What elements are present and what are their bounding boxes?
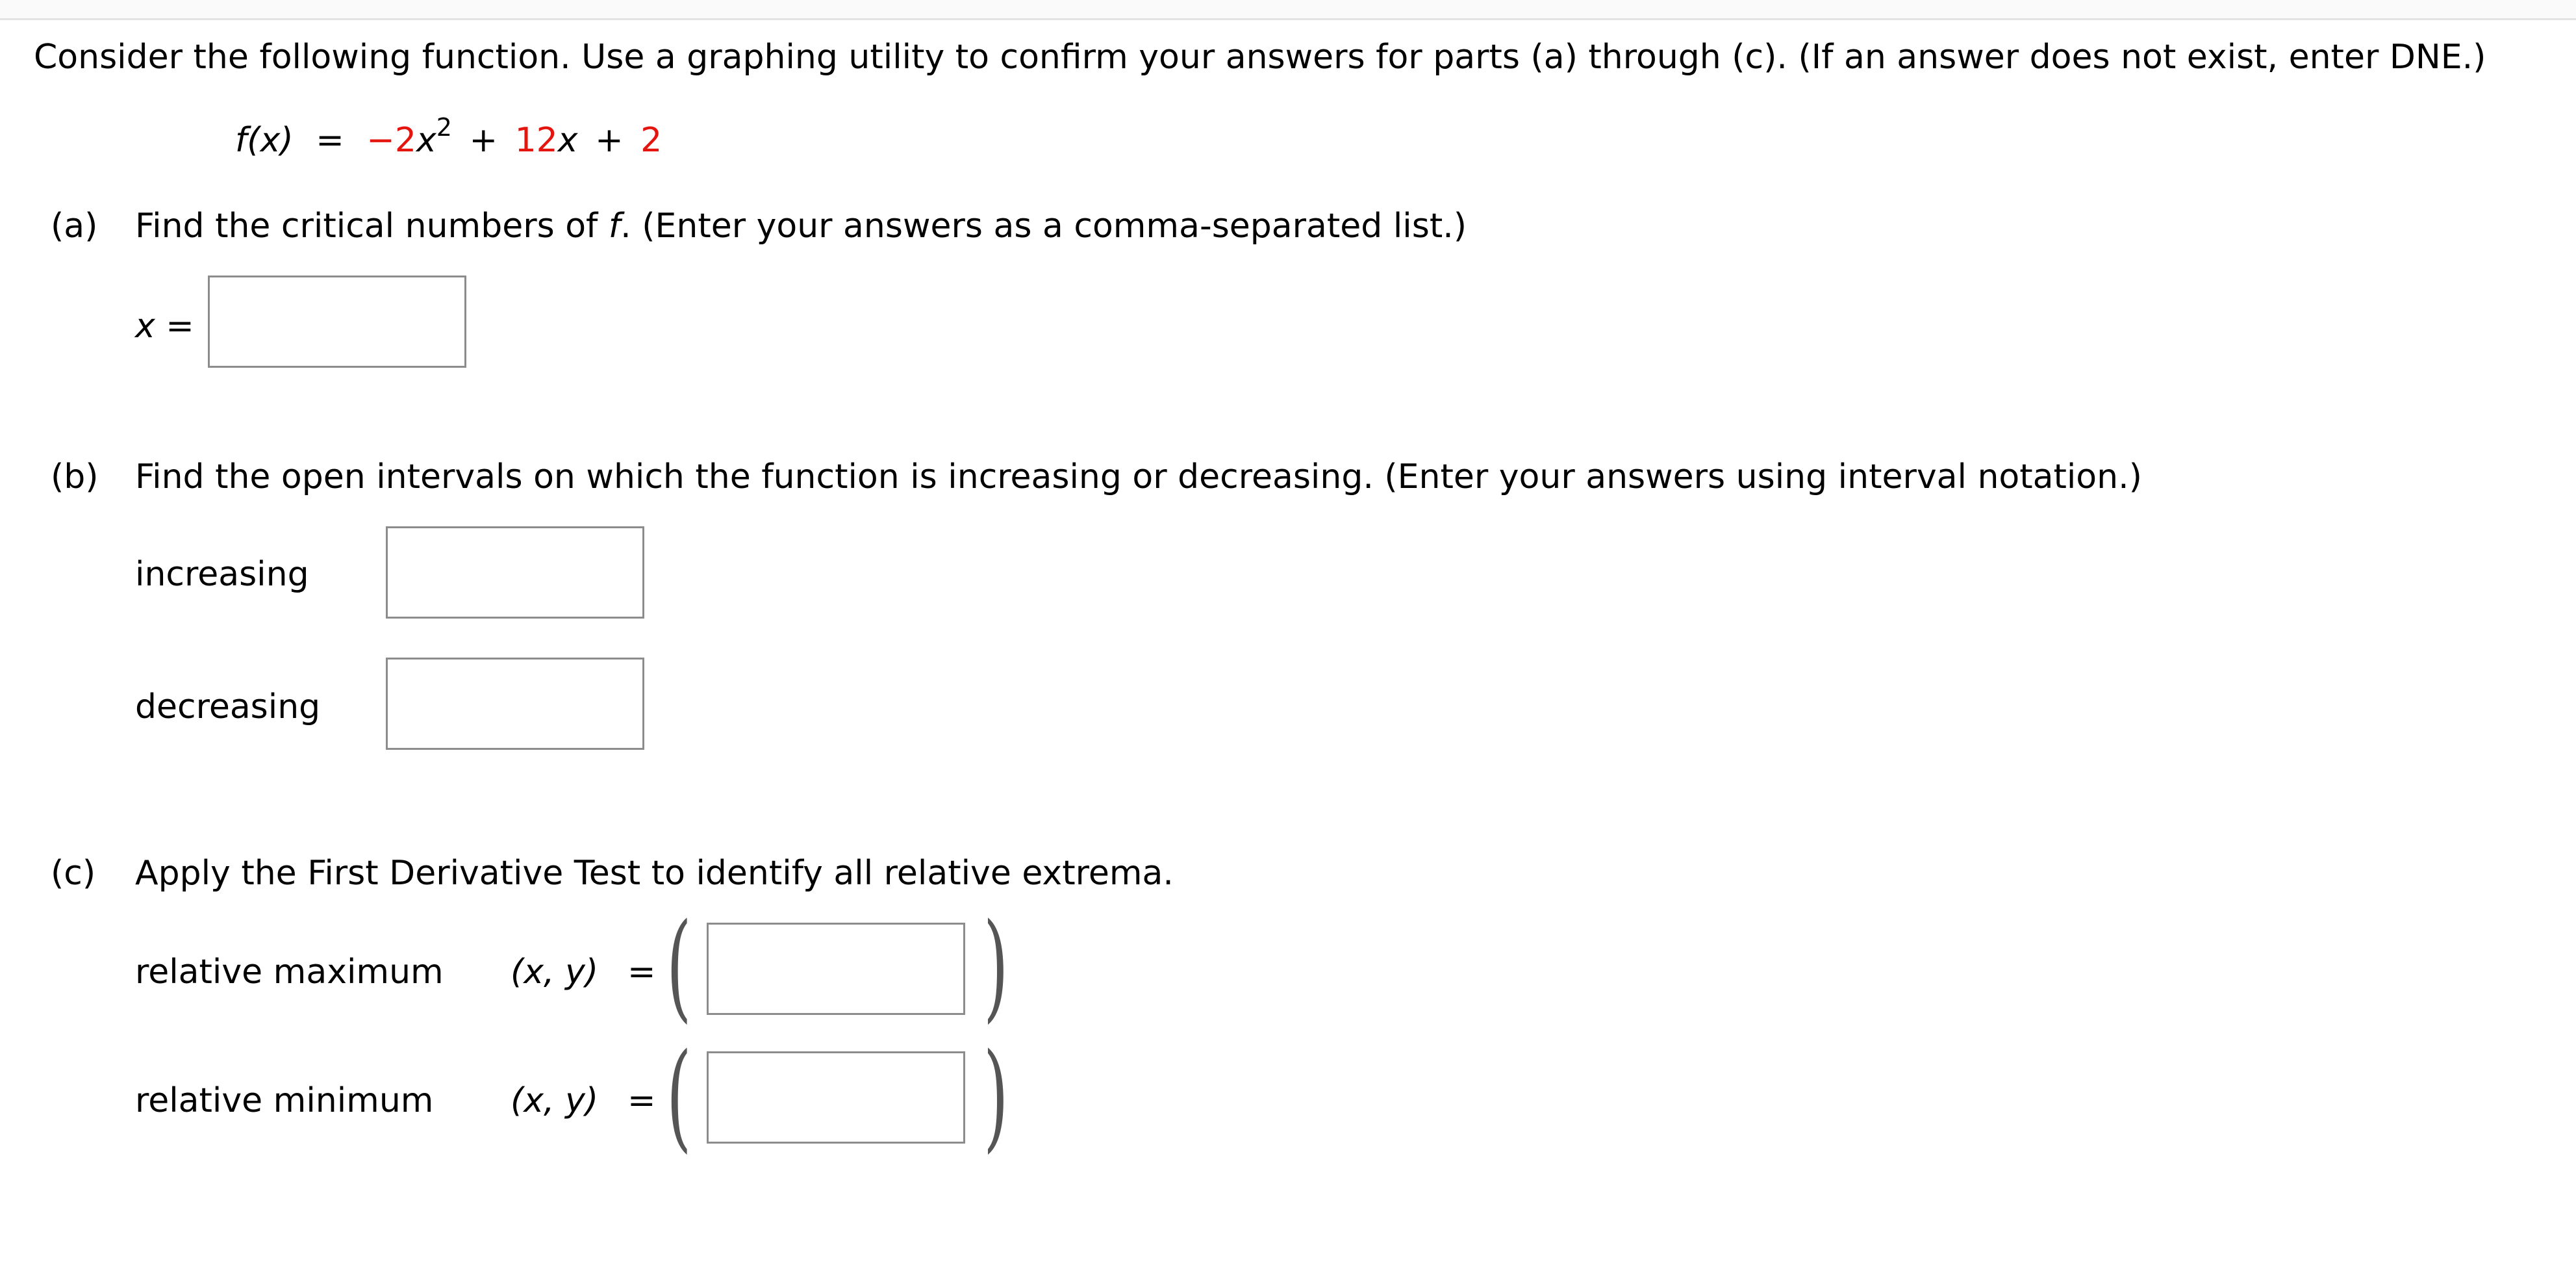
function-plus-2: + [595, 121, 624, 160]
part-c-letter: (c) [51, 854, 96, 893]
function-exponent: 2 [436, 113, 452, 142]
function-coef-b: 12 [514, 121, 558, 160]
critical-numbers-label: x = [135, 307, 194, 346]
part-a-prompt-after: . (Enter your answers as a comma-separated list.) [620, 207, 1467, 246]
relative-minimum-equals: = [627, 1081, 656, 1120]
function-var-b: x [557, 121, 578, 160]
relative-maximum-input[interactable] [707, 923, 965, 1015]
part-a-prompt [135, 207, 1467, 246]
part-b-prompt: Find the open intervals on which the function is increasing or decreasing. (Enter your answers using interval notation.) [135, 457, 2142, 496]
relative-maximum-xy: (x, y) [511, 953, 599, 992]
function-minus: − [366, 121, 395, 160]
relative-maximum-equals: = [627, 953, 656, 992]
part-c-prompt: Apply the First Derivative Test to identify all relative extrema. [135, 854, 1174, 893]
part-b-letter: (b) [51, 457, 99, 496]
function-expression [235, 113, 663, 160]
relative-minimum-label: relative minimum [135, 1081, 434, 1120]
function-equals: = [316, 121, 344, 160]
increasing-input[interactable] [386, 526, 644, 619]
relative-minimum-open-paren: ( [666, 1029, 692, 1164]
part-a-prompt-before: Find the critical numbers of [135, 207, 609, 246]
increasing-label: increasing [135, 555, 309, 594]
decreasing-input[interactable] [386, 658, 644, 750]
critical-numbers-input[interactable] [208, 276, 466, 368]
decreasing-label: decreasing [135, 687, 321, 726]
function-coef-a: 2 [394, 121, 416, 160]
relative-minimum-xy: (x, y) [511, 1081, 599, 1120]
function-var-a: x [416, 121, 436, 160]
relative-minimum-input[interactable] [707, 1051, 965, 1144]
function-lhs: f(x) [235, 121, 294, 160]
page-top-border [0, 0, 2576, 20]
instructions-text: Consider the following function. Use a graphing utility to confirm your answers for parts (a) through (c). (If an answer does not exist, enter DNE.) [34, 38, 2486, 77]
function-constant: 2 [640, 121, 663, 160]
relative-maximum-label: relative maximum [135, 953, 444, 992]
relative-minimum-close-paren: ) [983, 1029, 1009, 1164]
relative-maximum-close-paren: ) [983, 899, 1009, 1034]
part-a-prompt-var: f [608, 207, 621, 246]
function-plus-1: + [469, 121, 498, 160]
part-a-letter: (a) [51, 207, 98, 246]
relative-maximum-open-paren: ( [666, 899, 692, 1034]
